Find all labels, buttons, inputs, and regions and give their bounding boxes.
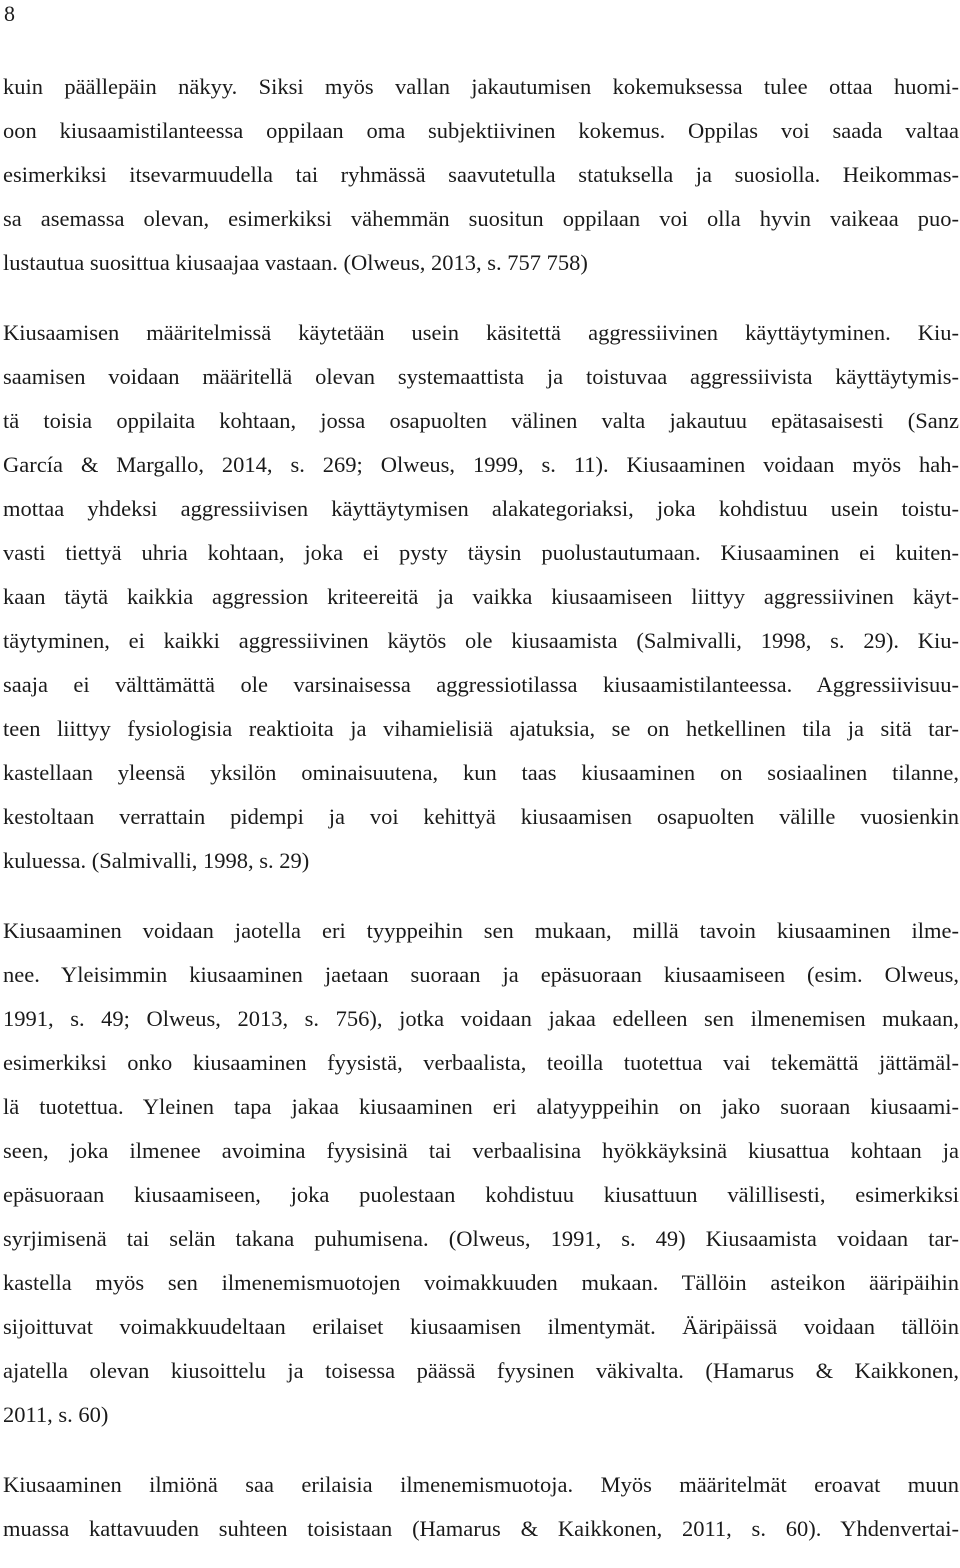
text-line: syrjimisenä tai selän takana puhumisena. (Olweus, 1991, s. 49) Kiusaamista voidaan tar- bbox=[3, 1226, 959, 1251]
text-line: kestoltaan verrattain pidempi ja voi kehittyä kiusaamisen osapuolten välille vuosienkin bbox=[3, 804, 959, 829]
text-line: 2011, s. 60) bbox=[3, 1402, 109, 1427]
text-line: täytyminen, ei kaikki aggressiivinen käytös ole kiusaamista (Salmivalli, 1998, s. 29). Kiu- bbox=[3, 628, 959, 653]
page-number: 8 bbox=[4, 1, 15, 26]
text-line: mottaa yhdeksi aggressiivisen käyttäytymisen alakategoriaksi, joka kohdistuu usein toistu- bbox=[3, 496, 959, 521]
text-line: epäsuoraan kiusaamiseen, joka puolestaan kohdistuu kiusattuun välillisesti, esimerkiksi bbox=[3, 1182, 959, 1207]
text-line: kastella myös sen ilmenemismuotojen voimakkuuden mukaan. Tällöin asteikon ääripäihin bbox=[3, 1270, 959, 1295]
text-line: esimerkiksi itsevarmuudella tai ryhmässä saavutetulla statuksella ja suosiolla. Heikommas- bbox=[3, 162, 959, 187]
text-line: sijoittuvat voimakkuudeltaan erilaiset kiusaamisen ilmentymät. Ääripäissä voidaan tällöin bbox=[3, 1314, 959, 1339]
text-line: kuluessa. (Salmivalli, 1998, s. 29) bbox=[3, 848, 310, 873]
text-line: muassa kattavuuden suhteen toisistaan (Hamarus & Kaikkonen, 2011, s. 60). Yhdenvertai- bbox=[3, 1516, 959, 1541]
text-line: tä toisia oppilaita kohtaan, jossa osapuolten välinen valta jakautuu epätasaisesti (Sanz bbox=[3, 408, 959, 433]
text-line: nee. Yleisimmin kiusaaminen jaetaan suoraan ja epäsuoraan kiusaamiseen (esim. Olweus, bbox=[3, 962, 959, 987]
text-line: saaja ei välttämättä ole varsinaisessa aggressiotilassa kiusaamistilanteessa. Aggressiivisuu- bbox=[3, 672, 959, 697]
text-line: Kiusaaminen voidaan jaotella eri tyyppeihin sen mukaan, millä tavoin kiusaaminen ilme- bbox=[3, 918, 959, 943]
text-line: Kiusaamisen määritelmissä käytetään usein käsitettä aggressiivinen käyttäytyminen. Kiu- bbox=[3, 320, 959, 345]
text-line: vasti tiettyä uhria kohtaan, joka ei pysty täysin puolustautumaan. Kiusaaminen ei kuiten- bbox=[3, 540, 959, 565]
text-line: teen liittyy fysiologisia reaktioita ja vihamielisiä ajatuksia, se on hetkellinen tila ja sitä tar- bbox=[3, 716, 959, 741]
text-line: seen, joka ilmenee avoimina fyysisinä tai verbaalisina hyökkäyksinä kiusattua kohtaan ja bbox=[3, 1138, 959, 1163]
text-line: oon kiusaamistilanteessa oppilaan oma subjektiivinen kokemus. Oppilas voi saada valtaa bbox=[3, 118, 959, 143]
text-line: kaan täytä kaikkia aggression kriteereitä ja vaikka kiusaamiseen liittyy aggressiivinen käyt- bbox=[3, 584, 959, 609]
text-line: Kiusaaminen ilmiönä saa erilaisia ilmenemismuotoja. Myös määritelmät eroavat muun bbox=[3, 1472, 959, 1497]
text-line: García & Margallo, 2014, s. 269; Olweus, 1999, s. 11). Kiusaaminen voidaan myös hah- bbox=[3, 452, 959, 477]
text-line: esimerkiksi onko kiusaaminen fyysistä, verbaalista, teoilla tuotettua vai tekemättä jättämäl- bbox=[3, 1050, 959, 1075]
text-line: lustautua suosittua kiusaajaa vastaan. (Olweus, 2013, s. 757 758) bbox=[3, 250, 588, 275]
text-line: sa asemassa olevan, esimerkiksi vähemmän suositun oppilaan voi olla hyvin vaikeaa puo- bbox=[3, 206, 959, 231]
text-line: ajatella olevan kiusoittelu ja toisessa päässä fyysinen väkivalta. (Hamarus & Kaikkonen, bbox=[3, 1358, 959, 1383]
text-line: saamisen voidaan määritellä olevan systemaattista ja toistuvaa aggressiivista käyttäytymis- bbox=[3, 364, 959, 389]
text-line: lä tuotettua. Yleinen tapa jakaa kiusaaminen eri alatyyppeihin on jako suoraan kiusaami- bbox=[3, 1094, 959, 1119]
text-line: 1991, s. 49; Olweus, 2013, s. 756), jotka voidaan jakaa edelleen sen ilmenemisen mukaan, bbox=[3, 1006, 959, 1031]
text-line: kuin päällepäin näkyy. Siksi myös vallan jakautumisen kokemuksessa tulee ottaa huomi- bbox=[3, 74, 959, 99]
text-line: kastellaan yleensä yksilön ominaisuutena, kun taas kiusaaminen on sosiaalinen tilanne, bbox=[3, 760, 959, 785]
